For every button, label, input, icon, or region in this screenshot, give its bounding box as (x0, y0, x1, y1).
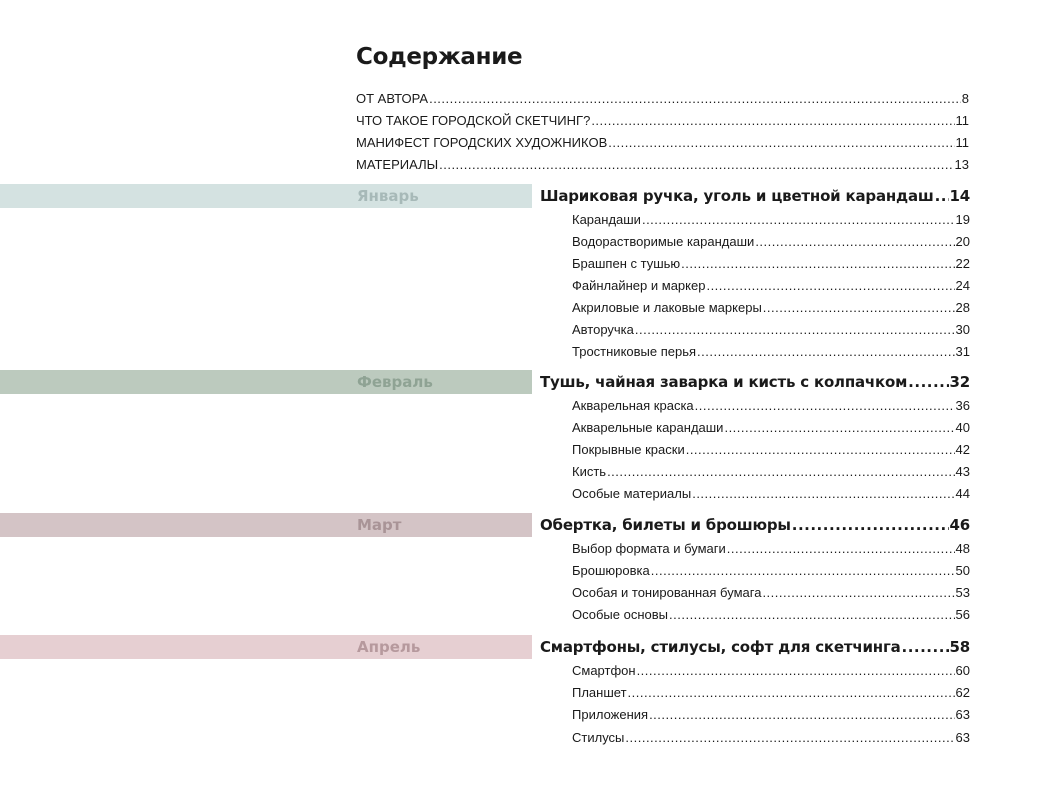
subsection-entry[interactable] (572, 463, 970, 481)
subsection-page: 31 (955, 344, 970, 359)
toc-entry-page: 11 (955, 135, 969, 150)
subsection-entry[interactable] (572, 584, 970, 602)
subsection-entry[interactable] (572, 299, 970, 317)
dot-leader (669, 606, 955, 624)
month-band (0, 184, 532, 208)
chapter-label: Тушь, чайная заварка и кисть с колпачком (540, 373, 908, 391)
subsection-label: Водорастворимые карандаши (572, 234, 755, 249)
subsection-entry[interactable] (572, 485, 970, 503)
subsection-page: 63 (955, 730, 970, 745)
toc-entry-label: МАТЕРИАЛЫ (356, 157, 439, 172)
subsection-label: Стилусы (572, 730, 625, 745)
month-band (0, 513, 532, 537)
subsection-entry[interactable] (572, 419, 970, 437)
subsection-entry[interactable] (572, 343, 970, 361)
subsection-page: 30 (955, 322, 970, 337)
chapter-page: 14 (949, 187, 970, 205)
dot-leader (727, 540, 955, 558)
subsection-label: Приложения (572, 707, 649, 722)
month-label: Февраль (357, 373, 433, 391)
toc-entry[interactable] (356, 90, 969, 108)
subsection-entry[interactable] (572, 729, 970, 747)
dot-leader (651, 562, 955, 580)
subsection-page: 43 (955, 464, 970, 479)
dot-leader (681, 255, 954, 273)
subsection-page: 53 (955, 585, 970, 600)
month-band (0, 370, 532, 394)
subsection-entry[interactable] (572, 233, 970, 251)
subsection-entry[interactable] (572, 211, 970, 229)
subsection-label: Карандаши (572, 212, 641, 227)
subsection-label: Акварельные карандаши (572, 420, 724, 435)
subsection-entry[interactable] (572, 540, 970, 558)
subsection-label: Планшет (572, 685, 627, 700)
dot-leader (762, 584, 954, 602)
subsection-page: 56 (955, 607, 970, 622)
dot-leader (692, 485, 954, 503)
subsection-label: Особая и тонированная бумага (572, 585, 762, 600)
dot-leader (706, 277, 954, 295)
subsection-entry[interactable] (572, 321, 970, 339)
subsection-page: 36 (955, 398, 970, 413)
toc-entry-page: 11 (955, 113, 969, 128)
chapter-entry[interactable] (540, 638, 970, 656)
dot-leader (439, 156, 953, 174)
dot-leader (695, 397, 955, 415)
subsection-label: Файнлайнер и маркер (572, 278, 706, 293)
subsection-page: 22 (955, 256, 970, 271)
dot-leader (763, 299, 955, 317)
subsection-label: Брошюровка (572, 563, 650, 578)
dot-leader (625, 729, 954, 747)
chapter-entry[interactable] (540, 373, 970, 391)
dot-leader (755, 233, 954, 251)
subsection-entry[interactable] (572, 706, 970, 724)
chapter-page: 32 (949, 373, 970, 391)
subsection-page: 42 (955, 442, 970, 457)
dot-leader (935, 187, 949, 205)
subsection-label: Акриловые и лаковые маркеры (572, 300, 762, 315)
subsection-page: 20 (955, 234, 970, 249)
subsection-page: 62 (955, 685, 970, 700)
toc-entry[interactable] (356, 156, 969, 174)
subsection-entry[interactable] (572, 684, 970, 702)
subsection-page: 40 (955, 420, 970, 435)
subsection-entry[interactable] (572, 277, 970, 295)
month-band (0, 635, 532, 659)
subsection-entry[interactable] (572, 662, 970, 680)
subsection-label: Кисть (572, 464, 607, 479)
subsection-label: Особые материалы (572, 486, 692, 501)
subsection-label: Особые основы (572, 607, 669, 622)
subsection-page: 24 (955, 278, 970, 293)
subsection-page: 44 (955, 486, 970, 501)
subsection-entry[interactable] (572, 606, 970, 624)
subsection-page: 60 (955, 663, 970, 678)
toc-entry[interactable] (356, 112, 969, 130)
subsection-entry[interactable] (572, 255, 970, 273)
dot-leader (642, 211, 955, 229)
subsection-page: 28 (955, 300, 970, 315)
dot-leader (724, 419, 954, 437)
subsection-page: 19 (955, 212, 970, 227)
subsection-label: Выбор формата и бумаги (572, 541, 726, 556)
dot-leader (686, 441, 955, 459)
chapter-label: Смартфоны, стилусы, софт для скетчинга (540, 638, 901, 656)
chapter-page: 58 (949, 638, 970, 656)
subsection-entry[interactable] (572, 397, 970, 415)
dot-leader (697, 343, 954, 361)
subsection-label: Смартфон (572, 663, 636, 678)
month-label: Март (357, 516, 402, 534)
toc-entry[interactable] (356, 134, 969, 152)
chapter-label: Шариковая ручка, уголь и цветной карандаш (540, 187, 934, 205)
subsection-page: 63 (955, 707, 970, 722)
toc-entry-page: 8 (961, 91, 969, 106)
dot-leader (608, 134, 954, 152)
dot-leader (908, 373, 948, 391)
page-title: Содержание (356, 44, 523, 70)
dot-leader (649, 706, 954, 724)
subsection-page: 48 (955, 541, 970, 556)
subsection-label: Покрывные краски (572, 442, 685, 457)
dot-leader (591, 112, 954, 130)
dot-leader (628, 684, 955, 702)
chapter-entry[interactable] (540, 187, 970, 205)
subsection-label: Брашпен с тушью (572, 256, 681, 271)
dot-leader (607, 463, 954, 481)
toc-entry-page: 13 (954, 157, 969, 172)
chapter-entry[interactable] (540, 516, 970, 534)
dot-leader (902, 638, 949, 656)
toc-entry-label: ЧТО ТАКОЕ ГОРОДСКОЙ СКЕТЧИНГ? (356, 113, 591, 128)
subsection-label: Тростниковые перья (572, 344, 697, 359)
toc-entry-label: МАНИФЕСТ ГОРОДСКИХ ХУДОЖНИКОВ (356, 135, 608, 150)
month-label: Январь (357, 187, 419, 205)
subsection-entry[interactable] (572, 441, 970, 459)
month-label: Апрель (357, 638, 421, 656)
chapter-page: 46 (949, 516, 970, 534)
dot-leader (792, 516, 949, 534)
subsection-page: 50 (955, 563, 970, 578)
subsection-label: Авторучка (572, 322, 634, 337)
dot-leader (637, 662, 955, 680)
dot-leader (429, 90, 961, 108)
subsection-label: Акварельная краска (572, 398, 694, 413)
toc-entry-label: ОТ АВТОРА (356, 91, 429, 106)
chapter-label: Обертка, билеты и брошюры (540, 516, 791, 534)
dot-leader (635, 321, 955, 339)
subsection-entry[interactable] (572, 562, 970, 580)
